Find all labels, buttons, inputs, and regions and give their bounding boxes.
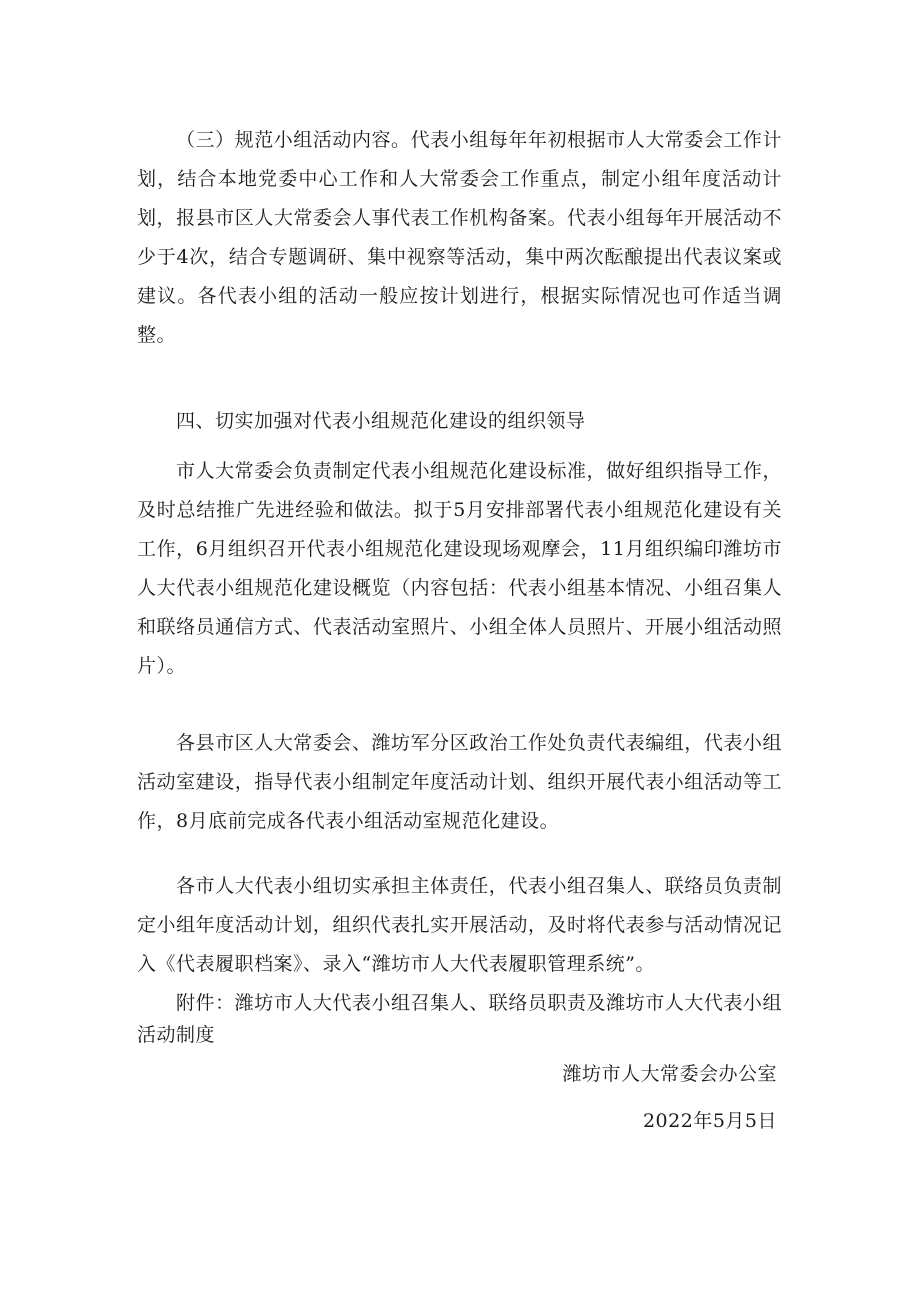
- paragraph-activity-content: （三）规范小组活动内容。代表小组每年年初根据市人大常委会工作计划，结合本地党委中心工作和人大常委会工作重点，制定小组年度活动计划，报县市区人大常委会人事代表工作机构备案。代表小组每年开展活动不少于4次，结合专题调研、集中视察等活动，集中两次酝酿提出代表议案或建议。各代表小组的活动一般应按计划进行，根据实际情况也可作适当调整。: [137, 129, 782, 346]
- section-heading-four: 四、切实加强对代表小组规范化建设的组织领导: [176, 410, 586, 432]
- signature-date: 2022年5月5日: [642, 1110, 777, 1132]
- paragraph-county-committees: 各县市区人大常委会、潍坊军分区政治工作处负责代表编组，代表小组活动室建设，指导代表小组制定年度活动计划、组织开展代表小组活动等工作，8月底前完成各代表小组活动室规范化建设。: [137, 732, 782, 832]
- attachment-note: 附件：潍坊市人大代表小组召集人、联络员职责及潍坊市人大代表小组活动制度: [137, 992, 782, 1046]
- paragraph-group-responsibility: 各市人大代表小组切实承担主体责任，代表小组召集人、联络员负责制定小组年度活动计划，组织代表扎实开展活动，及时将代表参与活动情况记入《代表履职档案》、录入“潍坊市人大代表履职管理系统”。: [137, 875, 782, 975]
- paragraph-standing-committee: 市人大常委会负责制定代表小组规范化建设标准，做好组织指导工作，及时总结推广先进经验和做法。拟于5月安排部署代表小组规范化建设有关工作，6月组织召开代表小组规范化建设现场观摩会，11月组织编印潍坊市人大代表小组规范化建设概览（内容包括：代表小组基本情况、小组召集人和联络员通信方式、代表活动室照片、小组全体人员照片、开展小组活动照片）。: [137, 460, 782, 677]
- signature-office: 潍坊市人大常委会办公室: [562, 1063, 777, 1085]
